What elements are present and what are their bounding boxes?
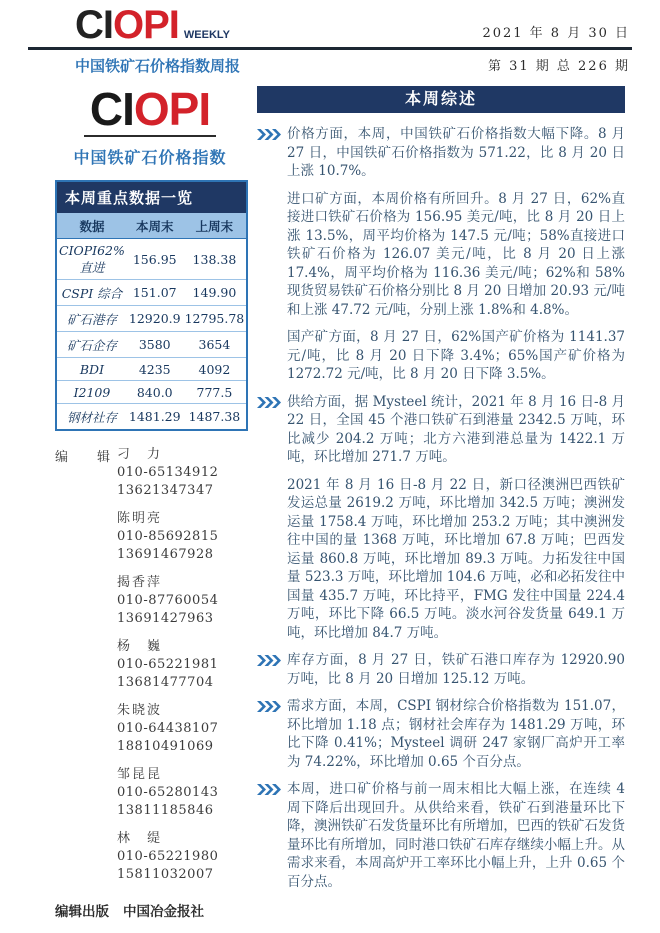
editor-phone: 13691467928 xyxy=(117,547,214,562)
triple-chevron-icon xyxy=(257,784,281,795)
summary-paragraph-supply xyxy=(257,393,625,467)
editor-entry xyxy=(55,510,245,564)
editor-phone: 18810491069 xyxy=(117,739,214,754)
editor-phone: 13811185846 xyxy=(117,803,214,818)
editor-phone: 13621347347 xyxy=(117,483,214,498)
editor-name: 揭香萍 xyxy=(117,575,163,590)
editor-name: 朱晓波 xyxy=(117,703,163,718)
editor-phone: 13681477704 xyxy=(117,675,214,690)
masthead-logo xyxy=(75,3,230,47)
paragraph-text: 需求方面，本周，CSPI 钢材综合价格指数为 151.07，环比增加 1.18 点；钢材社会库存为 1481.29 万吨，环比下降 0.41%；Mysteel 调研 247 家钢厂高炉开工率为 74.22%，环比增加 0.65 个百分点。 xyxy=(287,698,625,770)
table-header-row xyxy=(56,214,247,239)
issue-date: 2021 年 8 月 30 日 xyxy=(482,26,630,41)
editor-entry xyxy=(55,638,245,692)
row-label: BDI xyxy=(56,358,127,381)
table-row xyxy=(56,404,247,431)
row-label: 矿石港存 xyxy=(56,306,127,332)
key-data-table xyxy=(55,180,248,431)
table-row xyxy=(56,332,247,358)
editor-entry xyxy=(55,766,245,820)
row-last-week: 3654 xyxy=(183,332,248,358)
publisher-name: 中国冶金报社 xyxy=(123,904,204,919)
report-subtitle: 中国铁矿石价格指数周报 xyxy=(75,58,241,75)
row-last-week: 12795.78 xyxy=(183,306,248,332)
row-this-week: 3580 xyxy=(127,332,183,358)
logo-weekly-label: WEEKLY xyxy=(183,29,230,41)
row-label: 钢材社存 xyxy=(66,409,117,425)
row-label: CSPI 综合 xyxy=(56,280,127,306)
summary-paragraph-conclusion xyxy=(257,780,625,891)
row-label: 矿石企存 xyxy=(56,332,127,358)
section-title-bar: 本周综述 xyxy=(257,86,625,113)
paragraph-text: 进口矿方面，本周价格有所回升。8 月 27 日，62%直接进口铁矿石价格为 156.95 美元/吨，比 8 月 20 日上涨 13.5%，周平均价格为 147.5 元/吨；58%直接进口铁矿石价格为 126.07 美元/吨，比 8 月 20 日上涨 17.4%，周平均价格为 116.36 美元/吨；62%和 58%现货贸易铁矿石价格分别比 8 月 20 日增加 20.93 元/吨和上涨 47.72 元/吨，分别上涨 1.8%和 4.8%。 xyxy=(287,190,625,318)
editor-name: 陈明亮 xyxy=(117,511,163,526)
editor-phone: 010-65134912 xyxy=(117,465,219,480)
row-this-week: 1481.29 xyxy=(128,409,181,424)
paragraph-text: 2021 年 8 月 16 日-8 月 22 日，新口径澳洲巴西铁矿发运总量 2619.2 万吨，环比增加 342.5 万吨；澳洲发运量 1758.4 万吨，环比增加 253.2 万吨；其中澳洲发往中国的量 1368 万吨，环比增加 67.8 万吨；巴西发运量 860.8 万吨，环比增加 89.3 万吨。力拓发往中国量 523.3 万吨，环比增加 104.6 万吨，必和必拓发往中国量 435.7 万吨，环比持平，FMG 发往中国量 224.4 万吨，环比下降 66.5 万吨。淡水河谷发货量 649.1 万吨，环比增加 84.7 万吨。 xyxy=(287,476,625,641)
editor-name: 林 缇 xyxy=(117,831,163,846)
summary-paragraph-import-ore xyxy=(257,190,625,320)
editor-phone: 010-64438107 xyxy=(117,721,219,736)
row-this-week: 12920.9 xyxy=(127,306,183,332)
triple-chevron-icon xyxy=(257,397,281,408)
triple-chevron-icon xyxy=(257,655,281,666)
editor-entry xyxy=(55,446,245,500)
editor-phone: 15811032007 xyxy=(117,867,214,882)
editor-phone: 010-87760054 xyxy=(117,593,219,608)
logo-divider xyxy=(84,135,216,137)
editor-name: 刁 力 xyxy=(117,447,163,462)
col-header-data: 数据 xyxy=(56,214,127,239)
row-this-week: 156.95 xyxy=(127,239,183,280)
row-last-week: 777.5 xyxy=(183,381,248,404)
editor-name: 邹昆昆 xyxy=(117,767,163,782)
masthead xyxy=(0,0,660,47)
editor-name: 杨 巍 xyxy=(117,639,163,654)
issue-number: 第 31 期 总 226 期 xyxy=(487,59,630,74)
logo-text-ci: CI xyxy=(89,83,134,135)
logo-text-ci: CI xyxy=(75,3,113,47)
row-this-week: 4235 xyxy=(127,358,183,381)
row-last-week: 1487.38 xyxy=(188,409,241,424)
editor-entry xyxy=(55,830,245,884)
table-title: 本周重点数据一览 xyxy=(56,181,247,214)
table-row xyxy=(56,381,247,404)
logo-text-opi: OPI xyxy=(113,3,179,47)
summary-paragraph-domestic-ore xyxy=(257,328,625,384)
table-row xyxy=(56,239,247,280)
col-header-last-week: 上周末 xyxy=(183,214,248,239)
editors-list xyxy=(55,446,245,884)
triple-chevron-icon xyxy=(257,129,281,140)
sidebar xyxy=(55,83,245,920)
table-row xyxy=(56,306,247,332)
editor-phone: 13691427963 xyxy=(117,611,214,626)
paragraph-text: 国产矿方面，8 月 27 日，62%国产矿价格为 1141.37 元/吨，比 8 月 20 日下降 3.4%；65%国产矿价格为 1272.72 元/吨，比 8 月 20 日下降 3.5%。 xyxy=(287,329,625,382)
masthead-subrow xyxy=(0,50,660,76)
table-row xyxy=(56,280,247,306)
editor-phone: 010-65221980 xyxy=(117,849,219,864)
row-label: CIOPI62%直进 xyxy=(56,239,127,280)
summary-paragraph-inventory xyxy=(257,651,625,688)
triple-chevron-icon xyxy=(257,701,281,712)
paragraph-text: 本周，进口矿价格与前一周末相比大幅上涨，在连续 4 周下降后出现回升。从供给来看，铁矿石到港量环比下降，澳洲铁矿石发货量环比有所增加，巴西的铁矿石发货量环比有所增加，同时港口铁矿石库存继续小幅上升。从需求来看，本周高炉开工率环比小幅上升，上升 0.65 个百分点。 xyxy=(287,781,625,890)
paragraph-text: 库存方面，8 月 27 日，铁矿石港口库存为 12920.90 万吨，比 8 月 20 日增加 125.12 万吨。 xyxy=(287,652,625,687)
row-this-week: 840.0 xyxy=(127,381,183,404)
editor-phone: 010-65280143 xyxy=(117,785,219,800)
row-this-week: 151.07 xyxy=(127,280,183,306)
editor-phone: 010-65221981 xyxy=(117,657,219,672)
table-row xyxy=(56,358,247,381)
publisher-label: 编辑出版 xyxy=(55,904,109,919)
row-last-week: 149.90 xyxy=(183,280,248,306)
summary-paragraph-demand xyxy=(257,697,625,771)
weekly-summary xyxy=(257,86,625,920)
ciopi-logo xyxy=(55,83,245,135)
row-last-week: 4092 xyxy=(183,358,248,381)
row-last-week: 138.38 xyxy=(183,239,248,280)
editors-label: 编 辑 xyxy=(55,450,119,465)
summary-paragraph-shipments xyxy=(257,476,625,643)
logo-text-opi: OPI xyxy=(133,83,211,135)
col-header-this-week: 本周末 xyxy=(127,214,183,239)
editor-entry xyxy=(55,574,245,628)
logo-caption: 中国铁矿石价格指数 xyxy=(73,150,227,167)
editor-entry xyxy=(55,702,245,756)
editor-phone: 010-85692815 xyxy=(117,529,219,544)
row-label: I2109 xyxy=(56,381,127,404)
summary-paragraph-price xyxy=(257,125,625,181)
paragraph-text: 供给方面，据 Mysteel 统计，2021 年 8 月 16 日-8 月 22 日，全国 45 个港口铁矿石到港量 2342.5 万吨，环比减少 204.2 万吨；北方六港到港总量为 1422.1 万吨，环比增加 271.7 万吨。 xyxy=(287,393,625,465)
publisher-line xyxy=(55,900,245,920)
paragraph-text: 价格方面，本周，中国铁矿石价格指数大幅下降。8 月 27 日，中国铁矿石价格指数为 571.22，比 8 月 20 日上涨 10.7%。 xyxy=(287,126,625,179)
